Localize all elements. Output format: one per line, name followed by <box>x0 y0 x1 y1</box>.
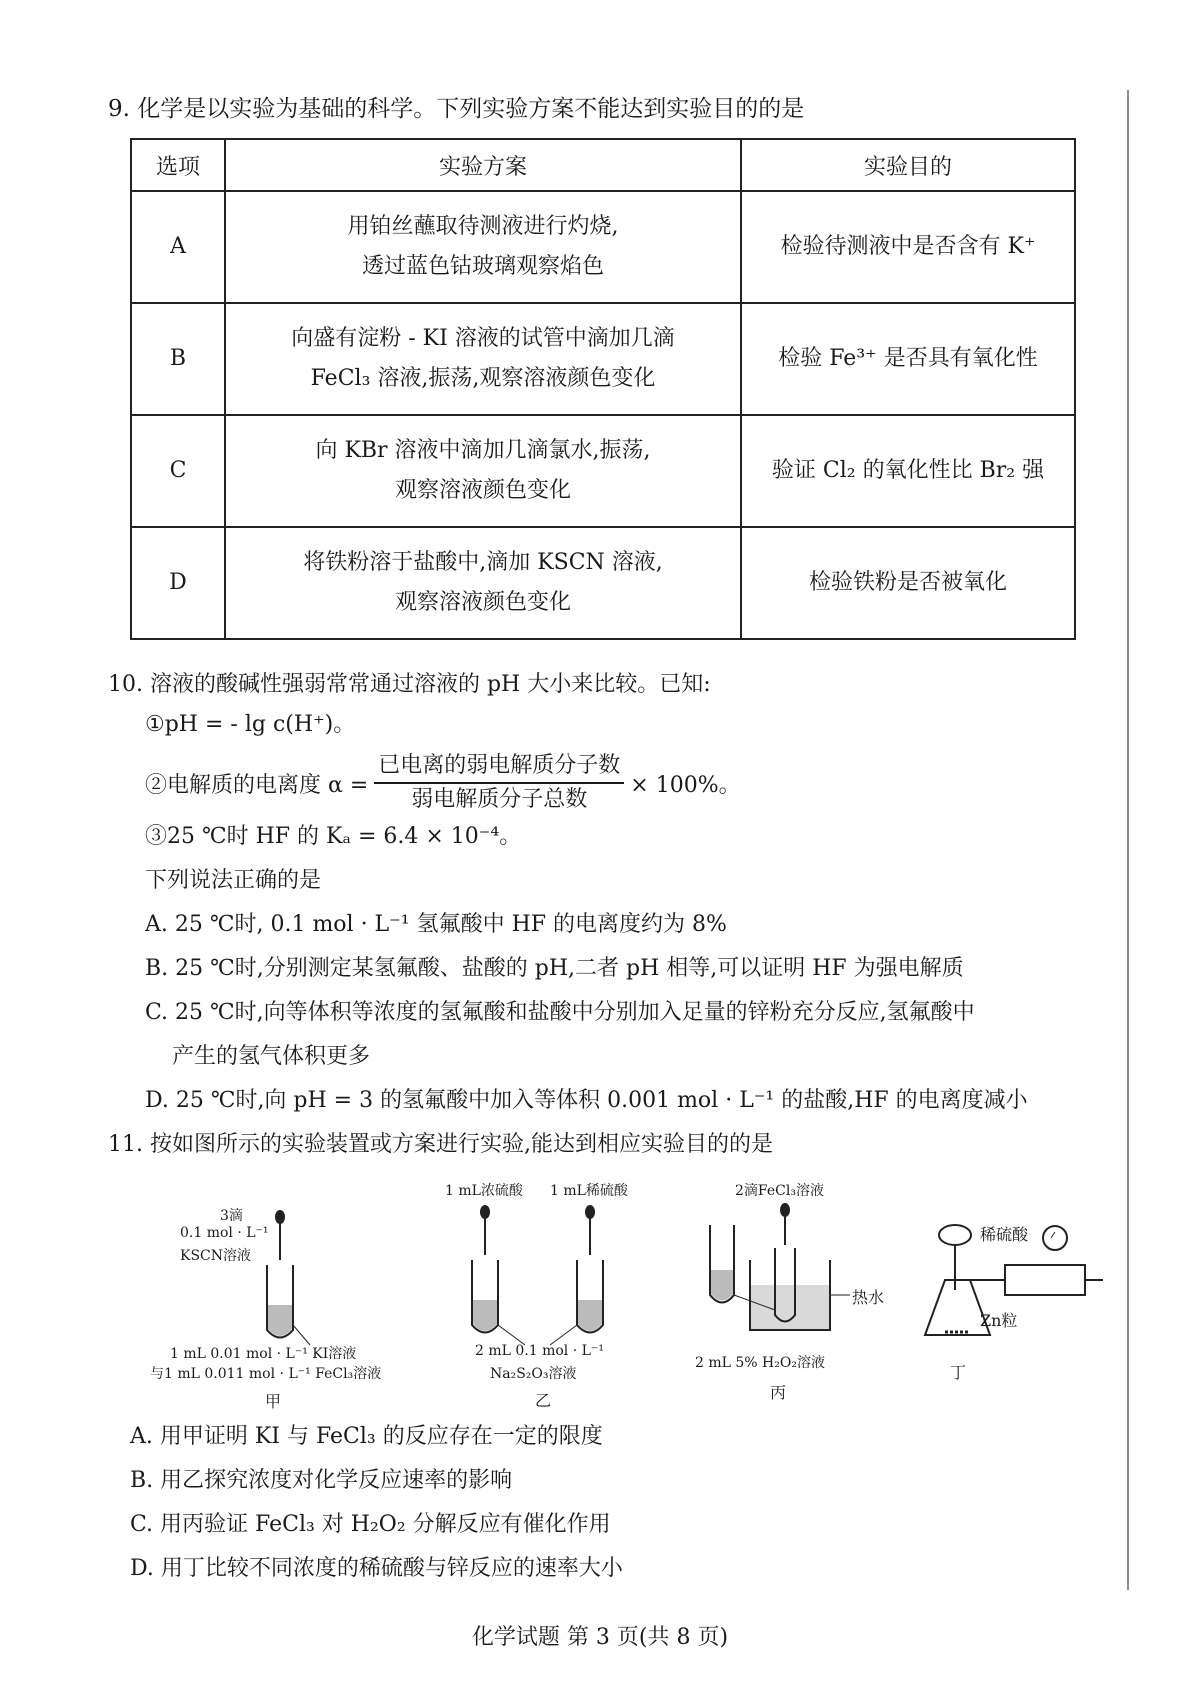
label: 1 mL稀硫酸 <box>550 1183 628 1199</box>
page-footer: 化学试题 第 3 页(共 8 页) <box>471 1625 729 1650</box>
test-tubes-diagram <box>435 1200 655 1350</box>
plan-line: 向盛有淀粉 - KI 溶液的试管中滴加几滴 <box>291 326 675 351</box>
label: Na₂S₂O₃溶液 <box>490 1366 577 1382</box>
figure-label: 乙 <box>535 1391 552 1410</box>
q10-option-c-cont: 产生的氢气体积更多 <box>172 1044 371 1069</box>
option-d-goal: 检验铁粉是否被氧化 <box>741 527 1075 639</box>
header-option: 选项 <box>131 139 225 191</box>
q11-option-a: A. 用甲证明 KI 与 FeCl₃ 的反应存在一定的限度 <box>130 1424 603 1449</box>
q10-known-2-suffix: × 100%。 <box>630 772 741 798</box>
page-margin-rule <box>1127 90 1129 1590</box>
figure-yi <box>435 1180 655 1410</box>
q11-option-d: D. 用丁比较不同浓度的稀硫酸与锌反应的速率大小 <box>130 1556 623 1581</box>
plan-line: 将铁粉溶于盐酸中,滴加 KSCN 溶液, <box>303 550 663 575</box>
option-a-goal: 检验待测液中是否含有 K⁺ <box>741 191 1075 303</box>
option-c-label: C <box>131 415 225 527</box>
figure-label: 丙 <box>770 1383 787 1402</box>
label: 0.1 mol · L⁻¹ <box>180 1225 269 1241</box>
q11-option-b: B. 用乙探究浓度对化学反应速率的影响 <box>130 1468 513 1493</box>
q11-option-c: C. 用丙验证 FeCl₃ 对 H₂O₂ 分解反应有催化作用 <box>130 1512 611 1537</box>
plan-line: 用铂丝蘸取待测液进行灼烧, <box>347 214 619 239</box>
test-tube-dropper-diagram <box>150 1205 390 1355</box>
option-a-plan <box>225 191 741 303</box>
label: 2 mL 0.1 mol · L⁻¹ <box>475 1343 604 1359</box>
ionization-fraction <box>374 752 624 814</box>
q10-option-d: D. 25 ℃时,向 pH = 3 的氢氟酸中加入等体积 0.001 mol · L⁻¹ 的盐酸,HF 的电离度减小 <box>145 1088 1028 1113</box>
q11-stem: 11. 按如图所示的实验装置或方案进行实验,能达到相应实验目的的是 <box>108 1132 773 1157</box>
q10-option-b: B. 25 ℃时,分别测定某氢氟酸、盐酸的 pH,二者 pH 相等,可以证明 HF 为强电解质 <box>145 956 964 981</box>
figure-label: 甲 <box>265 1392 282 1411</box>
fraction-denominator: 弱电解质分子总数 <box>411 787 588 812</box>
q10-option-a: A. 25 ℃时, 0.1 mol · L⁻¹ 氢氟酸中 HF 的电离度约为 8% <box>145 912 727 937</box>
figure-jia <box>150 1205 390 1411</box>
plan-line: 观察溶液颜色变化 <box>394 590 571 615</box>
label: 热水 <box>852 1288 885 1307</box>
figure-label: 丁 <box>950 1363 967 1382</box>
q10-option-c: C. 25 ℃时,向等体积等浓度的氢氟酸和盐酸中分别加入足量的锌粉充分反应,氢氟酸中 <box>145 1000 975 1025</box>
label: 1 mL浓硫酸 <box>445 1183 523 1199</box>
option-b-plan <box>225 303 741 415</box>
beaker-hot-water-diagram <box>695 1200 895 1350</box>
label: 2 mL 5% H₂O₂溶液 <box>695 1355 825 1371</box>
option-b-goal: 检验 Fe³⁺ 是否具有氧化性 <box>741 303 1075 415</box>
label: KSCN溶液 <box>180 1248 252 1264</box>
fraction-numerator: 已电离的弱电解质分子数 <box>374 752 624 784</box>
header-goal: 实验目的 <box>741 139 1075 191</box>
q10-known-1: ①pH = - lg c(H⁺)。 <box>145 712 356 737</box>
q9-stem: 9. 化学是以实验为基础的科学。下列实验方案不能达到实验目的的是 <box>108 96 805 122</box>
option-b-label: B <box>131 303 225 415</box>
plan-line: FeCl₃ 溶液,振荡,观察溶液颜色变化 <box>310 366 656 391</box>
option-d-label: D <box>131 527 225 639</box>
header-plan: 实验方案 <box>225 139 741 191</box>
label: 2滴FeCl₃溶液 <box>735 1183 824 1199</box>
option-c-plan <box>225 415 741 527</box>
option-d-plan <box>225 527 741 639</box>
option-c-goal: 验证 Cl₂ 的氧化性比 Br₂ 强 <box>741 415 1075 527</box>
table-row <box>131 191 1075 303</box>
table-row <box>131 415 1075 527</box>
label: 稀硫酸 <box>980 1225 1029 1244</box>
label: 与1 mL 0.011 mol · L⁻¹ FeCl₃溶液 <box>150 1366 382 1382</box>
table-row <box>131 303 1075 415</box>
label: Zn粒 <box>980 1311 1018 1330</box>
q10-known-2-prefix: ②电解质的电离度 α = <box>145 772 369 798</box>
option-a-label: A <box>131 191 225 303</box>
label: 1 mL 0.01 mol · L⁻¹ KI溶液 <box>170 1346 357 1362</box>
plan-line: 观察溶液颜色变化 <box>394 478 571 503</box>
table-row <box>131 527 1075 639</box>
figure-bing <box>695 1180 895 1405</box>
q10-known-2 <box>145 752 741 814</box>
plan-line: 透过蓝色钴玻璃观察焰色 <box>361 254 604 279</box>
q9-table <box>130 138 1076 640</box>
figure-ding <box>905 1210 1105 1405</box>
q10-stem: 10. 溶液的酸碱性强弱常常通过溶液的 pH 大小来比较。已知: <box>108 672 711 697</box>
label: 3滴 <box>220 1208 243 1224</box>
q10-ask: 下列说法正确的是 <box>145 868 322 893</box>
q9-table-header <box>131 139 1075 191</box>
plan-line: 向 KBr 溶液中滴加几滴氯水,振荡, <box>315 438 651 463</box>
q10-known-3: ③25 ℃时 HF 的 Kₐ = 6.4 × 10⁻⁴。 <box>145 824 522 849</box>
